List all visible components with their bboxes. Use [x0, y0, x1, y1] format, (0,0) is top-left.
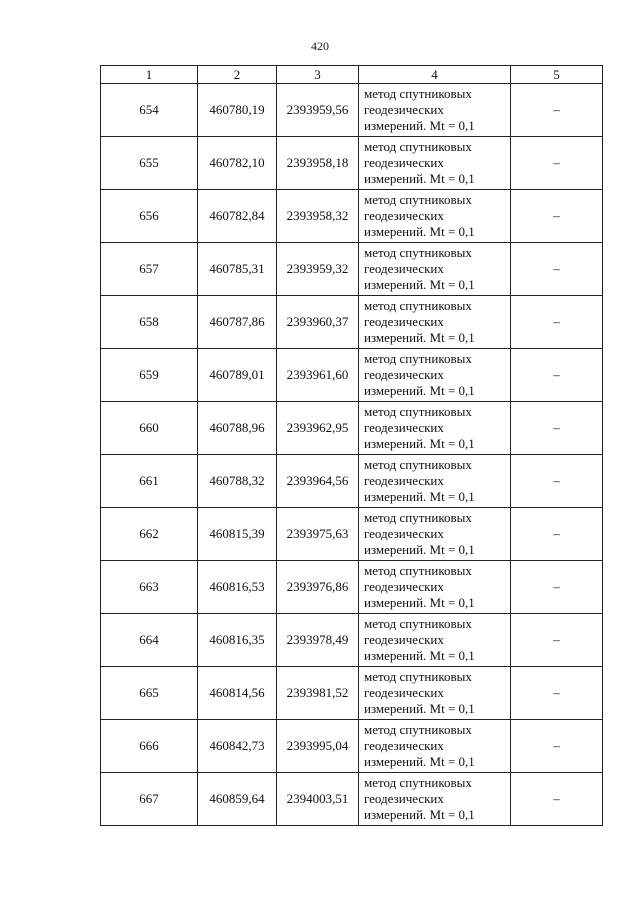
x-coordinate-cell: 460788,32: [198, 455, 277, 508]
x-coordinate-cell: 460785,31: [198, 243, 277, 296]
note-cell: –: [511, 508, 603, 561]
table-row: [101, 455, 603, 508]
method-cell: метод спутниковых геодезических измерений. Mt = 0,1: [359, 137, 511, 190]
method-cell: метод спутниковых геодезических измерений. Mt = 0,1: [359, 243, 511, 296]
y-coordinate-cell: 2393964,56: [277, 455, 359, 508]
table-row: [101, 402, 603, 455]
note-cell: –: [511, 84, 603, 137]
point-number-cell: 654: [101, 84, 198, 137]
note-cell: –: [511, 349, 603, 402]
method-cell: метод спутниковых геодезических измерений. Mt = 0,1: [359, 455, 511, 508]
page-number: 420: [311, 39, 329, 53]
method-cell: метод спутниковых геодезических измерений. Mt = 0,1: [359, 773, 511, 826]
method-cell: метод спутниковых геодезических измерений. Mt = 0,1: [359, 349, 511, 402]
x-coordinate-cell: 460815,39: [198, 508, 277, 561]
y-coordinate-cell: 2393958,32: [277, 190, 359, 243]
table-row: [101, 508, 603, 561]
note-cell: –: [511, 243, 603, 296]
table-row: [101, 720, 603, 773]
y-coordinate-cell: 2393962,95: [277, 402, 359, 455]
method-cell: метод спутниковых геодезических измерений. Mt = 0,1: [359, 614, 511, 667]
note-cell: –: [511, 455, 603, 508]
point-number-cell: 667: [101, 773, 198, 826]
note-cell: –: [511, 137, 603, 190]
method-cell: метод спутниковых геодезических измерений. Mt = 0,1: [359, 667, 511, 720]
x-coordinate-cell: 460816,53: [198, 561, 277, 614]
point-number-cell: 655: [101, 137, 198, 190]
table-row: [101, 773, 603, 826]
note-cell: –: [511, 402, 603, 455]
table-row: [101, 667, 603, 720]
x-coordinate-cell: 460859,64: [198, 773, 277, 826]
point-number-cell: 660: [101, 402, 198, 455]
note-cell: –: [511, 720, 603, 773]
column-header: 5: [511, 66, 603, 84]
note-cell: –: [511, 667, 603, 720]
point-number-cell: 658: [101, 296, 198, 349]
table-header-row: [101, 66, 603, 84]
y-coordinate-cell: 2394003,51: [277, 773, 359, 826]
y-coordinate-cell: 2393959,56: [277, 84, 359, 137]
x-coordinate-cell: 460789,01: [198, 349, 277, 402]
column-header: 2: [198, 66, 277, 84]
note-cell: –: [511, 190, 603, 243]
table-row: [101, 614, 603, 667]
y-coordinate-cell: 2393975,63: [277, 508, 359, 561]
method-cell: метод спутниковых геодезических измерений. Mt = 0,1: [359, 508, 511, 561]
note-cell: –: [511, 561, 603, 614]
point-number-cell: 659: [101, 349, 198, 402]
y-coordinate-cell: 2393959,32: [277, 243, 359, 296]
point-number-cell: 662: [101, 508, 198, 561]
y-coordinate-cell: 2393981,52: [277, 667, 359, 720]
x-coordinate-cell: 460782,10: [198, 137, 277, 190]
x-coordinate-cell: 460782,84: [198, 190, 277, 243]
point-number-cell: 657: [101, 243, 198, 296]
point-number-cell: 661: [101, 455, 198, 508]
table-row: [101, 243, 603, 296]
y-coordinate-cell: 2393960,37: [277, 296, 359, 349]
point-number-cell: 665: [101, 667, 198, 720]
method-cell: метод спутниковых геодезических измерений. Mt = 0,1: [359, 720, 511, 773]
point-number-cell: 666: [101, 720, 198, 773]
method-cell: метод спутниковых геодезических измерений. Mt = 0,1: [359, 84, 511, 137]
table-row: [101, 84, 603, 137]
y-coordinate-cell: 2393978,49: [277, 614, 359, 667]
table-row: [101, 349, 603, 402]
table-row: [101, 561, 603, 614]
method-cell: метод спутниковых геодезических измерений. Mt = 0,1: [359, 296, 511, 349]
table-row: [101, 137, 603, 190]
x-coordinate-cell: 460787,86: [198, 296, 277, 349]
note-cell: –: [511, 773, 603, 826]
x-coordinate-cell: 460842,73: [198, 720, 277, 773]
table-row: [101, 190, 603, 243]
method-cell: метод спутниковых геодезических измерений. Mt = 0,1: [359, 561, 511, 614]
point-number-cell: 663: [101, 561, 198, 614]
x-coordinate-cell: 460788,96: [198, 402, 277, 455]
method-cell: метод спутниковых геодезических измерений. Mt = 0,1: [359, 402, 511, 455]
x-coordinate-cell: 460814,56: [198, 667, 277, 720]
y-coordinate-cell: 2393995,04: [277, 720, 359, 773]
note-cell: –: [511, 614, 603, 667]
column-header: 1: [101, 66, 198, 84]
x-coordinate-cell: 460780,19: [198, 84, 277, 137]
y-coordinate-cell: 2393958,18: [277, 137, 359, 190]
coordinates-table: [100, 65, 603, 826]
point-number-cell: 656: [101, 190, 198, 243]
table-row: [101, 296, 603, 349]
note-cell: –: [511, 296, 603, 349]
point-number-cell: 664: [101, 614, 198, 667]
x-coordinate-cell: 460816,35: [198, 614, 277, 667]
column-header: 4: [359, 66, 511, 84]
y-coordinate-cell: 2393961,60: [277, 349, 359, 402]
column-header: 3: [277, 66, 359, 84]
method-cell: метод спутниковых геодезических измерений. Mt = 0,1: [359, 190, 511, 243]
y-coordinate-cell: 2393976,86: [277, 561, 359, 614]
